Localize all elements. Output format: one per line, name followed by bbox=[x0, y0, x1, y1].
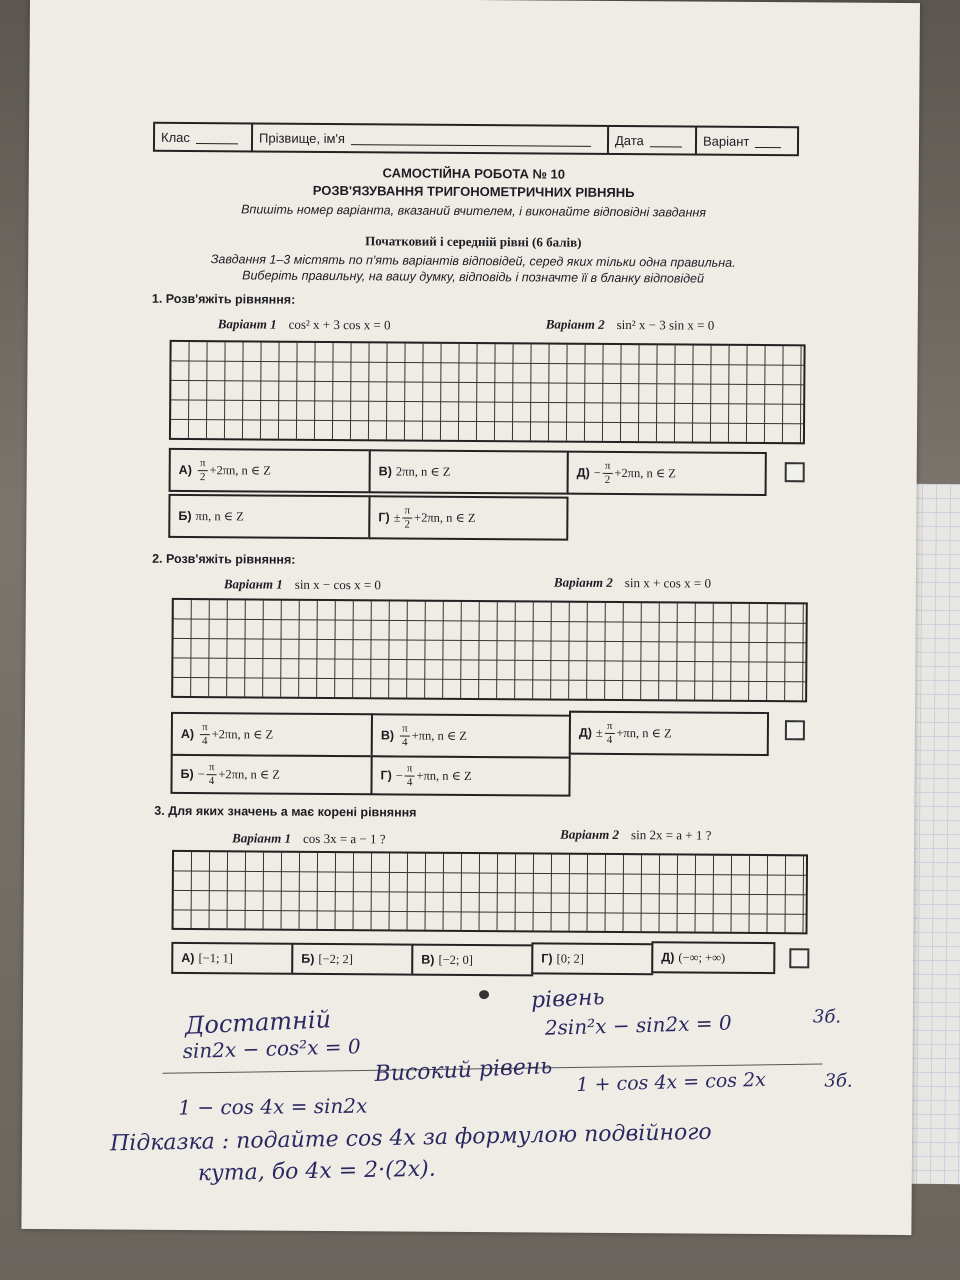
answer-text: [−2; 2] bbox=[318, 951, 353, 966]
denominator: 4 bbox=[202, 734, 208, 747]
topic-title: РОЗВ'ЯЗУВАННЯ ТРИГОНОМЕТРИЧНИХ РІВНЯНЬ bbox=[312, 182, 635, 201]
fraction bbox=[603, 460, 613, 485]
variant-2-label: Варіант 2 bbox=[553, 574, 613, 590]
task-2-answer-a[interactable] bbox=[171, 712, 373, 757]
answer-text: 2πn, n ∈ Z bbox=[395, 464, 451, 479]
instruction-text: Впишіть номер варіанта, вказаний вчителем, і виконайте відповідні завдання bbox=[241, 202, 706, 220]
task-1-answer-e[interactable] bbox=[567, 451, 767, 496]
variant-label: Варіант bbox=[702, 133, 750, 149]
level-heading: Початковий і середній рівні (6 балів) bbox=[365, 233, 582, 250]
denominator: 4 bbox=[606, 733, 613, 746]
fraction bbox=[605, 720, 615, 745]
handwritten-score-1: 3б. bbox=[812, 1006, 842, 1028]
task-2-variant-2 bbox=[554, 575, 711, 592]
denominator: 2 bbox=[199, 470, 206, 483]
answer-label: Д) bbox=[576, 465, 590, 480]
answer-label: В) bbox=[380, 728, 395, 743]
fraction bbox=[198, 458, 208, 483]
handwritten-high-equation-left: 1 − cos 4x = sin2x bbox=[178, 1093, 368, 1120]
denominator: 2 bbox=[604, 473, 611, 486]
task-1-variant-1 bbox=[218, 316, 391, 333]
handwritten-equation-right: 2sin²x − sin2x = 0 bbox=[544, 1010, 732, 1040]
denominator: 2 bbox=[404, 518, 411, 531]
numerator: π bbox=[605, 720, 615, 733]
work-title: САМОСТІЙНА РОБОТА № 10 bbox=[382, 165, 566, 182]
fraction bbox=[400, 723, 410, 748]
variant-2-label: Варіант 2 bbox=[560, 826, 620, 843]
denominator: 4 bbox=[406, 776, 413, 789]
fraction bbox=[200, 722, 210, 747]
handwritten-high-equation-right: 1 + cos 4x = cos 2x bbox=[576, 1068, 767, 1097]
answer-label: А) bbox=[178, 462, 192, 478]
handwritten-high-level: Високий рівень bbox=[374, 1053, 553, 1087]
handwritten-hint-line-2: кута, бо 4x = 2·(2x). bbox=[197, 1156, 436, 1187]
variant-2-equation: sin² x − 3 sin x = 0 bbox=[616, 316, 715, 333]
answer-text: +2πn, n ∈ Z bbox=[209, 463, 272, 478]
numerator: π bbox=[207, 762, 217, 775]
numerator: π bbox=[403, 505, 413, 518]
answer-label: Б) bbox=[180, 766, 194, 782]
answer-text: +2πn, n ∈ Z bbox=[218, 767, 280, 782]
note-line-2: Виберіть правильну, на вашу думку, відповідь і позначте її в бланку відповідей bbox=[242, 268, 705, 286]
fraction bbox=[207, 762, 217, 787]
class-cell[interactable] bbox=[155, 124, 253, 151]
numerator: π bbox=[200, 722, 210, 735]
handwritten-equation-left: sin2x − cos²x = 0 bbox=[182, 1034, 362, 1064]
answer-label: В) bbox=[378, 464, 392, 479]
answer-label: Г) bbox=[378, 510, 390, 525]
task-3-variant-2 bbox=[560, 827, 711, 844]
denominator: 4 bbox=[208, 774, 215, 787]
date-line bbox=[650, 134, 682, 147]
sign: − bbox=[395, 767, 403, 783]
task-3-answer-e[interactable] bbox=[651, 941, 775, 974]
task-3-answer-c[interactable] bbox=[411, 944, 533, 977]
variant-1-label: Варіант 1 bbox=[217, 316, 277, 332]
fraction bbox=[402, 505, 412, 530]
task-2-title: 2. Розв'яжіть рівняння: bbox=[152, 551, 296, 567]
variant-cell[interactable] bbox=[697, 128, 797, 155]
task-1-work-grid[interactable] bbox=[169, 340, 806, 444]
task-3-answer-d[interactable] bbox=[531, 942, 653, 975]
answer-text: [−2; 0] bbox=[438, 952, 474, 967]
task-3-work-grid[interactable] bbox=[172, 850, 809, 934]
denominator: 4 bbox=[402, 736, 408, 749]
answer-text: +πn, n ∈ Z bbox=[416, 768, 472, 783]
date-label: Дата bbox=[614, 132, 644, 148]
handwritten-hint-line-1: Підказка : подайте cos 4x за формулою подвійного bbox=[109, 1119, 712, 1157]
answer-label: Д) bbox=[661, 950, 675, 965]
answer-text: +2πn, n ∈ Z bbox=[414, 510, 476, 526]
numerator: π bbox=[198, 458, 208, 471]
answer-text: +πn, n ∈ Z bbox=[616, 726, 672, 741]
variant-1-equation: cos² x + 3 cos x = 0 bbox=[288, 316, 391, 333]
answer-text: [0; 2] bbox=[556, 951, 585, 966]
name-line bbox=[351, 132, 591, 147]
task-3-answer-b[interactable] bbox=[291, 943, 413, 976]
task-2-answer-checkbox[interactable] bbox=[785, 720, 805, 740]
name-cell[interactable] bbox=[253, 124, 609, 152]
student-info-table bbox=[153, 122, 799, 157]
handwritten-level-word: рівень bbox=[530, 985, 605, 1014]
task-1-answer-checkbox[interactable] bbox=[785, 462, 805, 482]
numerator: π bbox=[405, 763, 415, 776]
answer-label: А) bbox=[180, 726, 195, 742]
task-2-answer-b[interactable] bbox=[170, 754, 372, 795]
answer-text: +πn, n ∈ Z bbox=[411, 728, 467, 743]
variant-1-equation: cos 3x = a − 1 ? bbox=[302, 830, 386, 847]
answer-text: +2πn, n ∈ Z bbox=[211, 727, 274, 742]
task-2-variant-1 bbox=[224, 576, 381, 593]
answer-label: А) bbox=[181, 950, 195, 966]
task-3-answer-checkbox[interactable] bbox=[789, 948, 809, 968]
fraction bbox=[405, 763, 415, 788]
task-1-title: 1. Розв'яжіть рівняння: bbox=[151, 291, 296, 307]
handwritten-sufficient-level: Достатній bbox=[184, 1005, 332, 1040]
variant-line bbox=[755, 134, 781, 147]
sign: − bbox=[197, 766, 205, 781]
variant-1-label: Варіант 1 bbox=[223, 576, 283, 592]
variant-2-label: Варіант 2 bbox=[545, 316, 605, 332]
sign: ± bbox=[393, 509, 401, 524]
name-label: Прізвище, ім'я bbox=[258, 129, 346, 146]
task-1-variant-2 bbox=[546, 317, 715, 334]
answer-text: (−∞; +∞) bbox=[678, 949, 726, 965]
class-line bbox=[196, 131, 238, 144]
handwritten-score-2: 3б. bbox=[824, 1070, 853, 1092]
task-1-answer-d[interactable] bbox=[368, 495, 568, 540]
answer-text: [−1; 1] bbox=[198, 950, 234, 965]
sign: − bbox=[593, 465, 601, 480]
answer-label: Г) bbox=[541, 951, 553, 966]
answer-text: πn, n ∈ Z bbox=[195, 509, 244, 524]
answer-text: +2πn, n ∈ Z bbox=[614, 465, 676, 481]
ink-blot bbox=[479, 990, 489, 999]
task-1-answer-a[interactable] bbox=[169, 448, 371, 493]
sign: ± bbox=[595, 725, 603, 740]
numerator: π bbox=[400, 723, 410, 736]
variant-2-equation: sin x + cos x = 0 bbox=[624, 575, 712, 591]
worksheet-page bbox=[21, 0, 920, 1235]
answer-label: Б) bbox=[301, 951, 315, 966]
task-3-title: 3. Для яких значень a має корені рівняння bbox=[154, 803, 417, 820]
answer-label: Д) bbox=[578, 725, 593, 740]
task-2-answer-d[interactable] bbox=[370, 755, 570, 796]
note-line-1: Завдання 1–3 містять по п'ять варіантів відповідей, серед яких тільки одна правильна. bbox=[210, 252, 736, 270]
class-label: Клас bbox=[160, 129, 190, 145]
task-2-work-grid[interactable] bbox=[171, 598, 808, 702]
task-3-variant-1 bbox=[232, 830, 386, 847]
variant-2-equation: sin 2x = a + 1 ? bbox=[630, 827, 712, 843]
task-2-answer-c[interactable] bbox=[371, 713, 571, 758]
task-3-answer-a[interactable] bbox=[171, 942, 293, 975]
task-1-answer-c[interactable] bbox=[369, 449, 569, 494]
answer-label: В) bbox=[421, 952, 435, 967]
variant-1-label: Варіант 1 bbox=[232, 830, 292, 846]
date-cell[interactable] bbox=[609, 127, 697, 154]
answer-label: Г) bbox=[380, 768, 392, 783]
answer-label: Б) bbox=[178, 508, 192, 524]
task-1-answer-b[interactable] bbox=[168, 494, 370, 539]
numerator: π bbox=[603, 460, 613, 473]
task-2-answer-e[interactable] bbox=[569, 711, 769, 756]
variant-1-equation: sin x − cos x = 0 bbox=[294, 576, 382, 593]
